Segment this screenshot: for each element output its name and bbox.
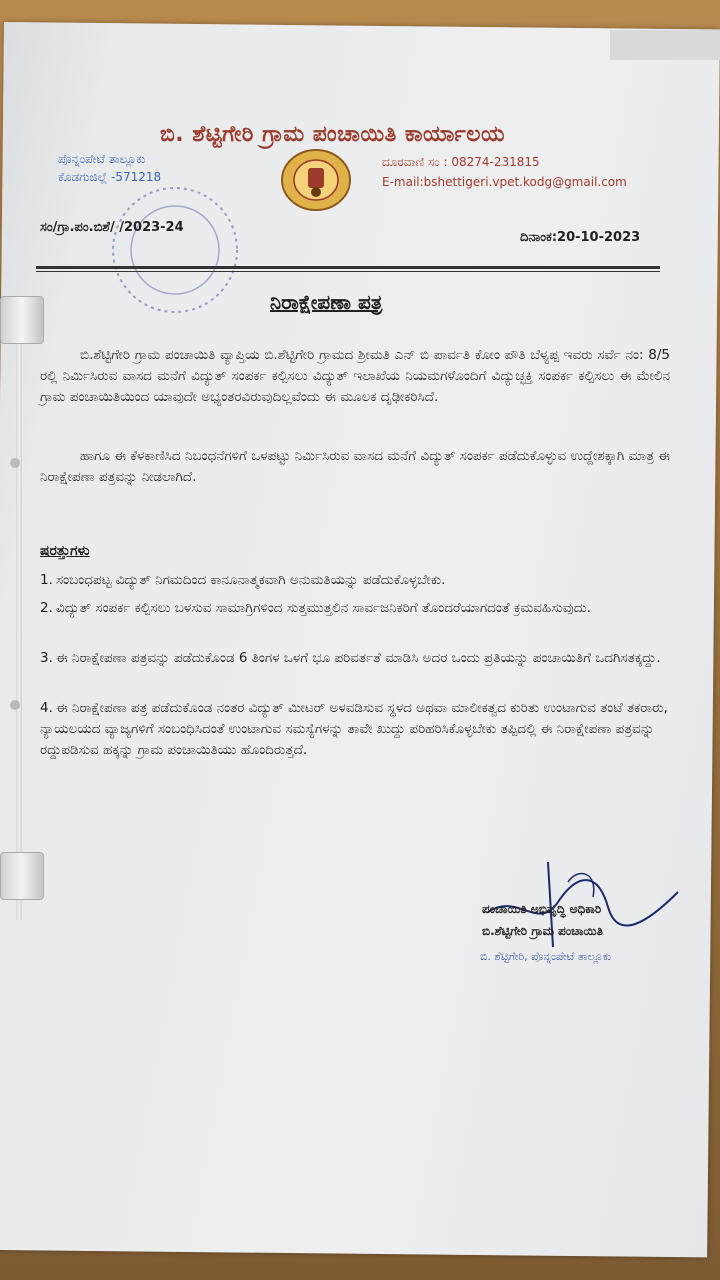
document-title: ನಿರಾಕ್ಷೇಪಣಾ ಪತ್ರ (270, 290, 383, 314)
signatory-office: ಬಿ.ಶೆಟ್ಟಿಗೇರಿ ಗ್ರಾಮ ಪಂಚಾಯಿತಿ (482, 924, 603, 938)
official-stamp: ಬಿ. ಶೆಟ್ಟಿಗೇರಿ, ಪೊನ್ನಂಪೇಟೆ ತಾಲ್ಲೂಕು (480, 950, 612, 963)
file-thread (16, 300, 22, 920)
body-paragraph-1: ಬಿ.ಶೆಟ್ಟಿಗೇರಿ ಗ್ರಾಮ ಪಂಚಾಯಿತಿ ವ್ಯಾಪ್ತಿಯ ಬಿ.ಶೆಟ್ಟಿಗೇರಿ ಗ್ರಾಮದ ಶ್ರೀಮತಿ ಎನ್ ಬಿ ಪಾರ್ವತಿ ಕೋಂ ಪೌತಿ ಬೆಳ್ಯಪ್ಪ ಇವರು ಸರ್ವೆ ನಂ: 8/5 ರಲ್ಲಿ ನಿರ್ಮಿಸಿರುವ ವಾಸದ ಮನೆಗೆ ವಿದ್ಯುತ್ ಸಂಪರ್ಕ ಕಲ್ಪಿಸಲು ವಿದ್ಯುತ್ ಇಲಾಖೆಯ ನಿಯಮಗಳೊಂದಿಗೆ ವಿದ್ಯುಚ್ಛಕ್ತಿ ಸಂಪರ್ಕ ಕಲ್ಪಿಸಲು ಈ ಮೇಲಿನ ಗ್ರಾಮ ಪಂಚಾಯಿತಿಯಿಂದ ಯಾವುದೇ ಅಭ್ಯಂತರವಿರುವುದಿಲ್ಲವೆಂದು ಈ ಮೂಲಕ ದೃಢೀಕರಿಸಿದೆ. (40, 347, 670, 405)
condition-number: 3. (40, 650, 53, 666)
email-text: E-mail:bshettigeri.vpet.kodg@gmail.com (382, 175, 627, 189)
file-binder-clip-bottom (0, 852, 44, 900)
header-divider-thin (36, 271, 660, 272)
condition-item (40, 598, 680, 619)
condition-item (40, 570, 680, 591)
district-text: ಕೊಡಗುಜಿಲ್ಲೆ -571218 (58, 170, 162, 184)
document-date: ದಿನಾಂಕ:20-10-2023 (520, 230, 641, 245)
condition-item (40, 648, 680, 669)
office-seal-icon (100, 180, 250, 320)
condition-text: ಸಂಬಂಧಪಟ್ಟ ವಿದ್ಯುತ್ ನಿಗಮದಿಂದ ಕಾನೂನಾತ್ಮಕವಾಗಿ ಅನುಮತಿಯನ್ನು ಪಡೆದುಕೊಳ್ಳಬೇಕು. (56, 572, 446, 588)
header-divider (36, 266, 660, 269)
punch-hole (10, 700, 20, 710)
body-paragraph-2: ಹಾಗೂ ಈ ಕೆಳಕಾಣಿಸಿದ ನಿಬಂಧನೆಗಳಿಗೆ ಒಳಪಟ್ಟು ನಿರ್ಮಿಸಿರುವ ವಾಸದ ಮನೆಗೆ ವಿದ್ಯುತ್ ಸಂಪರ್ಕ ಪಡೆದುಕೊಳ್ಳುವ ಉದ್ದೇಶಕ್ಕಾಗಿ ಮಾತ್ರ ಈ ನಿರಾಕ್ಷೇಪಣಾ ಪತ್ರವನ್ನು ನೀಡಲಾಗಿದೆ. (40, 448, 670, 485)
condition-number: 4. (40, 700, 53, 716)
condition-item (40, 698, 680, 761)
condition-text: ಈ ನಿರಾಕ್ಷೇಪಣಾ ಪತ್ರ ಪಡೆದುಕೊಂಡ ನಂತರ ವಿದ್ಯುತ್ ಮೀಟರ್ ಅಳವಡಿಸುವ ಸ್ಥಳದ ಅಥವಾ ಮಾಲೀಕತ್ವದ ಕುರಿತು ಉಂಟಾಗುವ ತಂಟೆ ತಕರಾರು, ನ್ಯಾಯಲಯದ ವ್ಯಾಜ್ಯಗಳಿಗೆ ಸಂಬಂಧಿಸಿದಂತೆ ಉಂಟಾಗುವ ಸಮಸ್ಯೆಗಳನ್ನು ತಾವೇ ಖುದ್ದು ಪರಿಹರಿಸಿಕೊಳ್ಳಬೇಕು ತಪ್ಪಿದಲ್ಲಿ ಈ ನಿರಾಕ್ಷೇಪಣಾ ಪತ್ರವನ್ನು ರದ್ದುಪಡಿಸುವ ಹಕ್ಕನ್ನು ಗ್ರಾಮ ಪಂಚಾಯಿತಿಯು ಹೊಂದಿರುತ್ತದೆ. (40, 700, 668, 758)
condition-text: ಈ ನಿರಾಕ್ಷೇಪಣಾ ಪತ್ರವನ್ನು ಪಡೆದುಕೊಂಡ 6 ತಿಂಗಳ ಒಳಗೆ ಭೂ ಪರಿವರ್ತತೆ ಮಾಡಿಸಿ ಅದರ ಒಂದು ಪ್ರತಿಯನ್ನು ಪಂಚಾಯಿತಿಗೆ ಒದಗಿಸತಕ್ಕದ್ದು. (56, 650, 661, 666)
condition-number: 1. (40, 572, 53, 588)
conditions-heading: ಷರತ್ತುಗಳು (40, 543, 90, 559)
phone-text: ದೂರವಾಣಿ ಸಂ : 08274-231815 (382, 155, 540, 169)
office-name: ಬಿ. ಶೆಟ್ಟಿಗೇರಿ ಗ್ರಾಮ ಪಂಚಾಯಿತಿ ಕಾರ್ಯಾಲಯ (160, 122, 506, 147)
punch-hole (10, 458, 20, 468)
condition-text: ವಿದ್ಯುತ್ ಸಂಪರ್ಕ ಕಲ್ಪಿಸಲು ಬಳಸುವ ಸಾಮಾಗ್ರಿಗಳಿಂದ ಸುತ್ತಮುತ್ತಲಿನ ಸಾರ್ವಜನಿಕರಿಗೆ ತೊಂದರೆಯಾಗದಂತೆ ಕ್ರಮವಹಿಸುವುದು. (56, 600, 592, 616)
taluk-text: ಪೊನ್ನಂಪೇಟೆ ತಾಲ್ಲೂಕು (58, 152, 146, 166)
state-emblem-icon (268, 148, 364, 212)
condition-number: 2. (40, 600, 53, 616)
signatory-title: ಪಂಚಾಯಿತಿ ಅಭಿವೃದ್ಧಿ ಅಧಿಕಾರಿ (482, 902, 602, 916)
reference-number: ಸಂ/ಗ್ರಾ.ಪಂ.ಬಿಶೆ/ /2023-24 (40, 220, 184, 235)
contact-block (382, 152, 627, 192)
file-binder-clip-top (0, 296, 44, 344)
